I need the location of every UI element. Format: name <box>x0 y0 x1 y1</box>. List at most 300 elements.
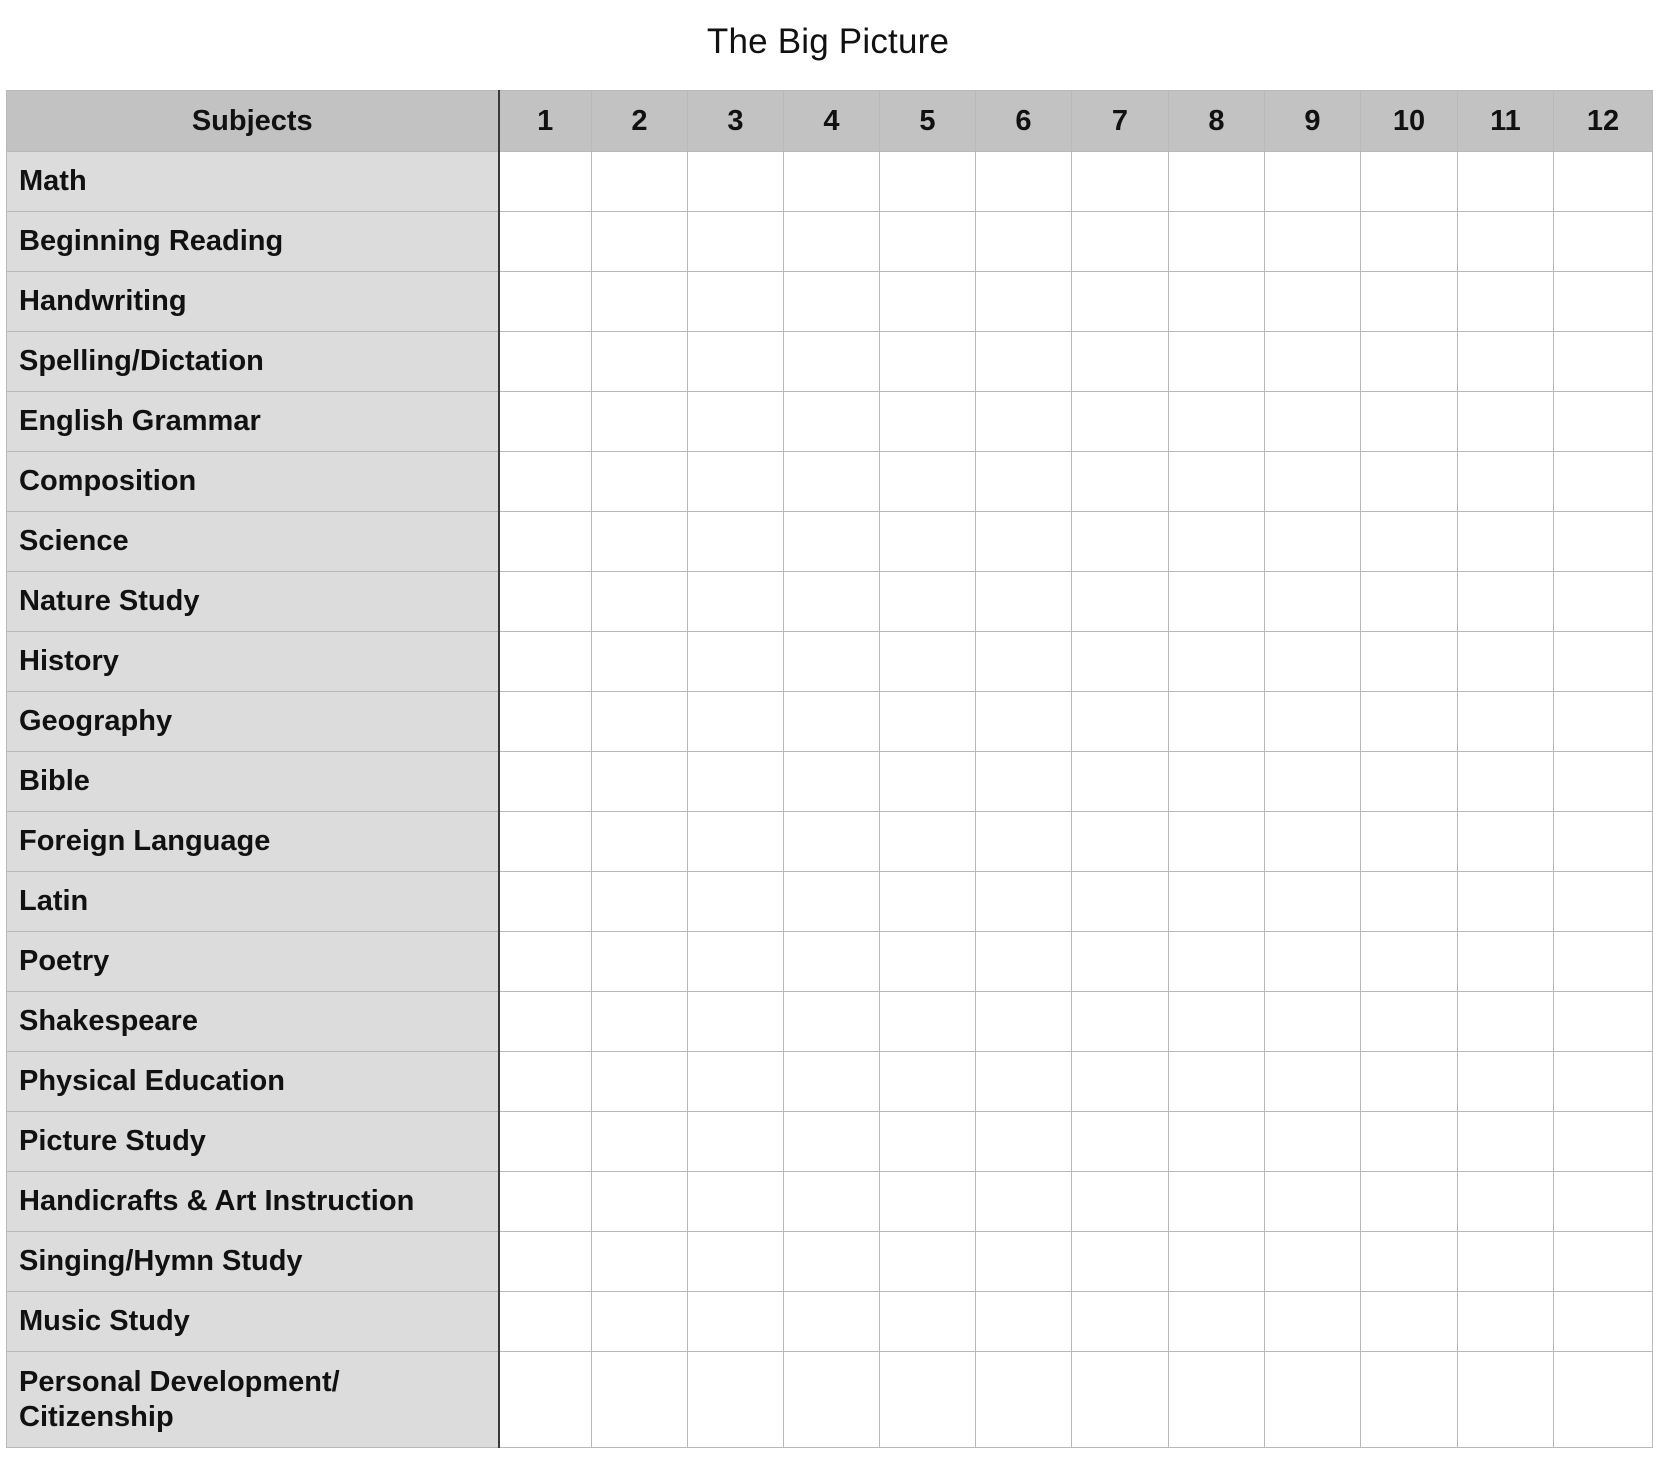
table-row <box>7 272 1653 332</box>
grid-cell[interactable] <box>1458 992 1554 1052</box>
page-title: The Big Picture <box>706 22 950 61</box>
grid-cell[interactable] <box>880 452 976 512</box>
grid-cell[interactable] <box>1554 512 1653 572</box>
header-row <box>7 91 1653 152</box>
grid-cell[interactable] <box>1072 1352 1169 1448</box>
grid-cell[interactable] <box>784 392 880 452</box>
grid-cell[interactable] <box>499 692 592 752</box>
grid-cell[interactable] <box>1265 752 1361 812</box>
grid-cell[interactable] <box>1554 212 1653 272</box>
table-row <box>7 632 1653 692</box>
grid-cell[interactable] <box>1458 152 1554 212</box>
grid-cell[interactable] <box>784 752 880 812</box>
grid-cell[interactable] <box>1458 812 1554 872</box>
subject-label: Latin <box>7 872 499 932</box>
grid-cell[interactable] <box>976 332 1072 392</box>
grid-cell[interactable] <box>1554 872 1653 932</box>
grid-cell[interactable] <box>1458 512 1554 572</box>
column-header: 3 <box>688 91 784 152</box>
grid-cell[interactable] <box>499 752 592 812</box>
grid-cell[interactable] <box>1169 572 1265 632</box>
grid-cell[interactable] <box>1361 452 1458 512</box>
grid-cell[interactable] <box>688 632 784 692</box>
grid-cell[interactable] <box>1361 932 1458 992</box>
grid-cell[interactable] <box>880 932 976 992</box>
grid-cell[interactable] <box>1458 632 1554 692</box>
table-row <box>7 392 1653 452</box>
grid-cell[interactable] <box>1072 572 1169 632</box>
grid-cell[interactable] <box>784 1232 880 1292</box>
grid-cell[interactable] <box>880 1112 976 1172</box>
grid-cell[interactable] <box>1169 752 1265 812</box>
subject-label: Music Study <box>7 1292 499 1352</box>
grid-cell[interactable] <box>880 212 976 272</box>
grid-cell[interactable] <box>784 1052 880 1112</box>
grid-cell[interactable] <box>1265 1352 1361 1448</box>
grid-cell[interactable] <box>499 1232 592 1292</box>
grid-cell[interactable] <box>688 452 784 512</box>
grid-cell[interactable] <box>1361 872 1458 932</box>
grid-cell[interactable] <box>1554 452 1653 512</box>
grid-cell[interactable] <box>1458 932 1554 992</box>
grid-cell[interactable] <box>1169 692 1265 752</box>
grid-cell[interactable] <box>1169 812 1265 872</box>
grid-cell[interactable] <box>1554 392 1653 452</box>
grid-cell[interactable] <box>1554 692 1653 752</box>
grid-cell[interactable] <box>880 812 976 872</box>
grid-cell[interactable] <box>1265 1292 1361 1352</box>
table-row <box>7 1052 1653 1112</box>
grid-cell[interactable] <box>688 332 784 392</box>
grid-cell[interactable] <box>592 932 688 992</box>
grid-cell[interactable] <box>1169 1052 1265 1112</box>
grid-cell[interactable] <box>976 212 1072 272</box>
grid-cell[interactable] <box>592 1172 688 1232</box>
grid-cell[interactable] <box>1458 212 1554 272</box>
table-row <box>7 752 1653 812</box>
grid-cell[interactable] <box>1458 1292 1554 1352</box>
grid-cell[interactable] <box>880 272 976 332</box>
column-header: 4 <box>784 91 880 152</box>
grid-cell[interactable] <box>1169 632 1265 692</box>
grid-cell[interactable] <box>592 512 688 572</box>
grid-cell[interactable] <box>1169 992 1265 1052</box>
grid-cell[interactable] <box>1554 572 1653 632</box>
grid-cell[interactable] <box>1361 992 1458 1052</box>
grid-cell[interactable] <box>499 512 592 572</box>
grid-cell[interactable] <box>1265 932 1361 992</box>
table-row <box>7 992 1653 1052</box>
grid-cell[interactable] <box>976 152 1072 212</box>
grid-cell[interactable] <box>880 632 976 692</box>
grid-cell[interactable] <box>1554 332 1653 392</box>
grid-cell[interactable] <box>1554 932 1653 992</box>
grid-cell[interactable] <box>1554 1052 1653 1112</box>
grid-cell[interactable] <box>784 1112 880 1172</box>
grid-cell[interactable] <box>1458 1172 1554 1232</box>
grid-cell[interactable] <box>784 992 880 1052</box>
grid-cell[interactable] <box>499 1112 592 1172</box>
grid-cell[interactable] <box>1072 152 1169 212</box>
subject-label: Bible <box>7 752 499 812</box>
subject-label: Handwriting <box>7 272 499 332</box>
subject-label: Spelling/Dictation <box>7 332 499 392</box>
grid-cell[interactable] <box>976 1172 1072 1232</box>
grid-cell[interactable] <box>880 1352 976 1448</box>
grid-cell[interactable] <box>592 752 688 812</box>
grid-cell[interactable] <box>1361 812 1458 872</box>
grid-cell[interactable] <box>880 572 976 632</box>
grid-cell[interactable] <box>976 812 1072 872</box>
grid-cell[interactable] <box>784 212 880 272</box>
grid-cell[interactable] <box>1169 512 1265 572</box>
grid-cell[interactable] <box>880 1292 976 1352</box>
grid-cell[interactable] <box>976 1232 1072 1292</box>
column-header: 6 <box>976 91 1072 152</box>
table-row <box>7 872 1653 932</box>
grid-cell[interactable] <box>688 1292 784 1352</box>
grid-cell[interactable] <box>688 152 784 212</box>
grid-cell[interactable] <box>1361 152 1458 212</box>
column-header: 11 <box>1458 91 1554 152</box>
grid-cell[interactable] <box>1361 332 1458 392</box>
grid-cell[interactable] <box>1361 692 1458 752</box>
grid-cell[interactable] <box>1554 992 1653 1052</box>
grid-cell[interactable] <box>976 572 1072 632</box>
grid-cell[interactable] <box>1361 212 1458 272</box>
grid-cell[interactable] <box>1458 1052 1554 1112</box>
table-row <box>7 692 1653 752</box>
grid-cell[interactable] <box>1072 812 1169 872</box>
grid-cell[interactable] <box>688 812 784 872</box>
grid-cell[interactable] <box>1554 1172 1653 1232</box>
grid-cell[interactable] <box>784 692 880 752</box>
subject-label: Physical Education <box>7 1052 499 1112</box>
grid-cell[interactable] <box>784 152 880 212</box>
grid-cell[interactable] <box>880 1052 976 1112</box>
grid-cell[interactable] <box>499 452 592 512</box>
grid-cell[interactable] <box>1169 452 1265 512</box>
grid-cell[interactable] <box>592 872 688 932</box>
grid-cell[interactable] <box>976 872 1072 932</box>
grid-cell[interactable] <box>976 1292 1072 1352</box>
table-row <box>7 332 1653 392</box>
grid-cell[interactable] <box>1361 392 1458 452</box>
grid-cell[interactable] <box>1072 332 1169 392</box>
grid-cell[interactable] <box>976 752 1072 812</box>
grid-cell[interactable] <box>499 572 592 632</box>
grid-cell[interactable] <box>1169 392 1265 452</box>
column-header: 1 <box>499 91 592 152</box>
subject-label: Composition <box>7 452 499 512</box>
grid-cell[interactable] <box>1361 1292 1458 1352</box>
subject-label: Shakespeare <box>7 992 499 1052</box>
grid-cell[interactable] <box>688 392 784 452</box>
grid-cell[interactable] <box>1169 932 1265 992</box>
grid-cell[interactable] <box>592 272 688 332</box>
grid-cell[interactable] <box>1361 1172 1458 1232</box>
grid-cell[interactable] <box>1361 752 1458 812</box>
grid-cell[interactable] <box>1554 1352 1653 1448</box>
subject-label: Singing/Hymn Study <box>7 1232 499 1292</box>
table-row <box>7 1352 1653 1448</box>
grid-cell[interactable] <box>1072 632 1169 692</box>
grid-cell[interactable] <box>499 632 592 692</box>
grid-cell[interactable] <box>1361 1352 1458 1448</box>
grid-cell[interactable] <box>1169 1232 1265 1292</box>
grid-cell[interactable] <box>1458 332 1554 392</box>
grid-cell[interactable] <box>1072 1172 1169 1232</box>
grid-cell[interactable] <box>499 1172 592 1232</box>
table-row <box>7 1232 1653 1292</box>
subjects-header: Subjects <box>7 91 499 152</box>
grid-cell[interactable] <box>1361 1052 1458 1112</box>
grid-cell[interactable] <box>499 332 592 392</box>
grid-cell[interactable] <box>1458 272 1554 332</box>
subject-label: Science <box>7 512 499 572</box>
grid-cell[interactable] <box>880 332 976 392</box>
grid-cell[interactable] <box>1265 632 1361 692</box>
grid-cell[interactable] <box>1072 212 1169 272</box>
grid-cell[interactable] <box>1072 1292 1169 1352</box>
subject-label: English Grammar <box>7 392 499 452</box>
table-row <box>7 1172 1653 1232</box>
column-header: 8 <box>1169 91 1265 152</box>
grid-cell[interactable] <box>688 1112 784 1172</box>
grid-cell[interactable] <box>499 1052 592 1112</box>
subject-label: Personal Development/ Citizenship <box>7 1352 499 1448</box>
grid-cell[interactable] <box>688 1232 784 1292</box>
grid-cell[interactable] <box>880 692 976 752</box>
table-row <box>7 212 1653 272</box>
grid-cell[interactable] <box>1265 992 1361 1052</box>
grid-cell[interactable] <box>1458 392 1554 452</box>
grid-cell[interactable] <box>1554 272 1653 332</box>
grid-cell[interactable] <box>784 812 880 872</box>
grid-cell[interactable] <box>976 272 1072 332</box>
grid-cell[interactable] <box>976 512 1072 572</box>
grid-cell[interactable] <box>880 872 976 932</box>
grid-cell[interactable] <box>1361 632 1458 692</box>
grid-cell[interactable] <box>688 872 784 932</box>
grid-cell[interactable] <box>784 932 880 992</box>
grid-cell[interactable] <box>1072 512 1169 572</box>
grid-cell[interactable] <box>976 392 1072 452</box>
grid-cell[interactable] <box>784 332 880 392</box>
grid-cell[interactable] <box>688 932 784 992</box>
grid-cell[interactable] <box>1458 1112 1554 1172</box>
grid-cell[interactable] <box>499 272 592 332</box>
grid-cell[interactable] <box>784 872 880 932</box>
grid-cell[interactable] <box>592 1352 688 1448</box>
grid-cell[interactable] <box>1169 1112 1265 1172</box>
grid-cell[interactable] <box>592 212 688 272</box>
grid-cell[interactable] <box>880 512 976 572</box>
grid-cell[interactable] <box>784 512 880 572</box>
grid-cell[interactable] <box>1072 1232 1169 1292</box>
grid-cell[interactable] <box>592 452 688 512</box>
grid-cell[interactable] <box>1265 452 1361 512</box>
grid-cell[interactable] <box>1554 1112 1653 1172</box>
subject-label: History <box>7 632 499 692</box>
grid-cell[interactable] <box>688 692 784 752</box>
grid-cell[interactable] <box>592 992 688 1052</box>
grid-cell[interactable] <box>688 1052 784 1112</box>
grid-cell[interactable] <box>1554 1232 1653 1292</box>
grid-cell[interactable] <box>1554 812 1653 872</box>
grid-cell[interactable] <box>784 1352 880 1448</box>
grid-cell[interactable] <box>1554 1292 1653 1352</box>
grid-cell[interactable] <box>688 512 784 572</box>
grid-cell[interactable] <box>1554 152 1653 212</box>
column-header: 9 <box>1265 91 1361 152</box>
grid-cell[interactable] <box>880 152 976 212</box>
grid-cell[interactable] <box>688 572 784 632</box>
grid-cell[interactable] <box>592 572 688 632</box>
grid-cell[interactable] <box>1265 1232 1361 1292</box>
grid-cell[interactable] <box>976 452 1072 512</box>
grid-cell[interactable] <box>592 692 688 752</box>
subject-label: Nature Study <box>7 572 499 632</box>
grid-cell[interactable] <box>1072 1052 1169 1112</box>
grid-cell[interactable] <box>688 1352 784 1448</box>
grid-cell[interactable] <box>1265 152 1361 212</box>
grid-cell[interactable] <box>1554 632 1653 692</box>
grid-cell[interactable] <box>592 332 688 392</box>
grid-cell[interactable] <box>1072 752 1169 812</box>
grid-cell[interactable] <box>1169 1352 1265 1448</box>
grid-cell[interactable] <box>1265 692 1361 752</box>
grid-cell[interactable] <box>499 812 592 872</box>
grid-cell[interactable] <box>976 1052 1072 1112</box>
grid-cell[interactable] <box>1072 692 1169 752</box>
grid-cell[interactable] <box>499 392 592 452</box>
subject-label: Math <box>7 152 499 212</box>
grid-cell[interactable] <box>688 1172 784 1232</box>
grid-cell[interactable] <box>880 1232 976 1292</box>
grid-cell[interactable] <box>1265 332 1361 392</box>
grid-cell[interactable] <box>592 1112 688 1172</box>
grid-cell[interactable] <box>976 692 1072 752</box>
grid-cell[interactable] <box>1361 572 1458 632</box>
grid-cell[interactable] <box>1265 272 1361 332</box>
grid-cell[interactable] <box>880 1172 976 1232</box>
grid-cell[interactable] <box>1072 272 1169 332</box>
grid-cell[interactable] <box>1265 1112 1361 1172</box>
grid-cell[interactable] <box>976 992 1072 1052</box>
grid-cell[interactable] <box>1361 272 1458 332</box>
grid-cell[interactable] <box>1265 1052 1361 1112</box>
grid-cell[interactable] <box>1458 1232 1554 1292</box>
grid-cell[interactable] <box>1361 1232 1458 1292</box>
grid-cell[interactable] <box>784 632 880 692</box>
grid-cell[interactable] <box>499 1352 592 1448</box>
grid-cell[interactable] <box>688 272 784 332</box>
grid-cell[interactable] <box>1072 452 1169 512</box>
grid-cell[interactable] <box>592 632 688 692</box>
grid-cell[interactable] <box>784 452 880 512</box>
grid-cell[interactable] <box>499 992 592 1052</box>
grid-cell[interactable] <box>1169 332 1265 392</box>
grid-cell[interactable] <box>1169 272 1265 332</box>
grid-cell[interactable] <box>688 752 784 812</box>
grid-cell[interactable] <box>592 152 688 212</box>
grid-cell[interactable] <box>1458 692 1554 752</box>
table-row <box>7 452 1653 512</box>
grid-cell[interactable] <box>976 932 1072 992</box>
grid-cell[interactable] <box>499 212 592 272</box>
table-row <box>7 572 1653 632</box>
grid-cell[interactable] <box>1265 812 1361 872</box>
grid-cell[interactable] <box>688 992 784 1052</box>
grid-cell[interactable] <box>1169 1172 1265 1232</box>
grid-cell[interactable] <box>499 152 592 212</box>
grid-cell[interactable] <box>1458 872 1554 932</box>
grid-cell[interactable] <box>1361 1112 1458 1172</box>
table-row <box>7 152 1653 212</box>
grid-cell[interactable] <box>1265 572 1361 632</box>
grid-cell[interactable] <box>1072 1112 1169 1172</box>
subjects-grid <box>6 90 1653 1448</box>
grid-cell[interactable] <box>592 1052 688 1112</box>
grid-cell[interactable] <box>976 1352 1072 1448</box>
grid-cell[interactable] <box>1458 572 1554 632</box>
grid-cell[interactable] <box>1554 752 1653 812</box>
grid-cell[interactable] <box>880 752 976 812</box>
grid-cell[interactable] <box>1169 872 1265 932</box>
grid-cell[interactable] <box>784 1292 880 1352</box>
grid-cell[interactable] <box>1458 1352 1554 1448</box>
grid-cell[interactable] <box>1072 992 1169 1052</box>
table-row <box>7 512 1653 572</box>
grid-cell[interactable] <box>1265 392 1361 452</box>
grid-cell[interactable] <box>976 1112 1072 1172</box>
subject-label: Poetry <box>7 932 499 992</box>
column-header: 2 <box>592 91 688 152</box>
grid-cell[interactable] <box>784 272 880 332</box>
grid-cell[interactable] <box>592 1292 688 1352</box>
grid-cell[interactable] <box>1265 512 1361 572</box>
subject-label: Geography <box>7 692 499 752</box>
grid-cell[interactable] <box>784 572 880 632</box>
grid-cell[interactable] <box>1072 932 1169 992</box>
grid-cell[interactable] <box>1265 872 1361 932</box>
grid-cell[interactable] <box>592 1232 688 1292</box>
grid-cell[interactable] <box>1361 512 1458 572</box>
grid-cell[interactable] <box>880 392 976 452</box>
grid-cell[interactable] <box>499 1292 592 1352</box>
grid-cell[interactable] <box>1458 752 1554 812</box>
grid-cell[interactable] <box>592 812 688 872</box>
table-row <box>7 1292 1653 1352</box>
column-header: 12 <box>1554 91 1653 152</box>
grid-cell[interactable] <box>1169 212 1265 272</box>
grid-cell[interactable] <box>1169 152 1265 212</box>
grid-cell[interactable] <box>784 1172 880 1232</box>
grid-cell[interactable] <box>499 872 592 932</box>
grid-cell[interactable] <box>592 392 688 452</box>
grid-cell[interactable] <box>1169 1292 1265 1352</box>
grid-cell[interactable] <box>1072 392 1169 452</box>
grid-cell[interactable] <box>1458 452 1554 512</box>
grid-cell[interactable] <box>880 992 976 1052</box>
grid-cell[interactable] <box>1265 212 1361 272</box>
grid-cell[interactable] <box>1265 1172 1361 1232</box>
grid-cell[interactable] <box>976 632 1072 692</box>
grid-cell[interactable] <box>688 212 784 272</box>
grid-cell[interactable] <box>1072 872 1169 932</box>
grid-cell[interactable] <box>499 932 592 992</box>
